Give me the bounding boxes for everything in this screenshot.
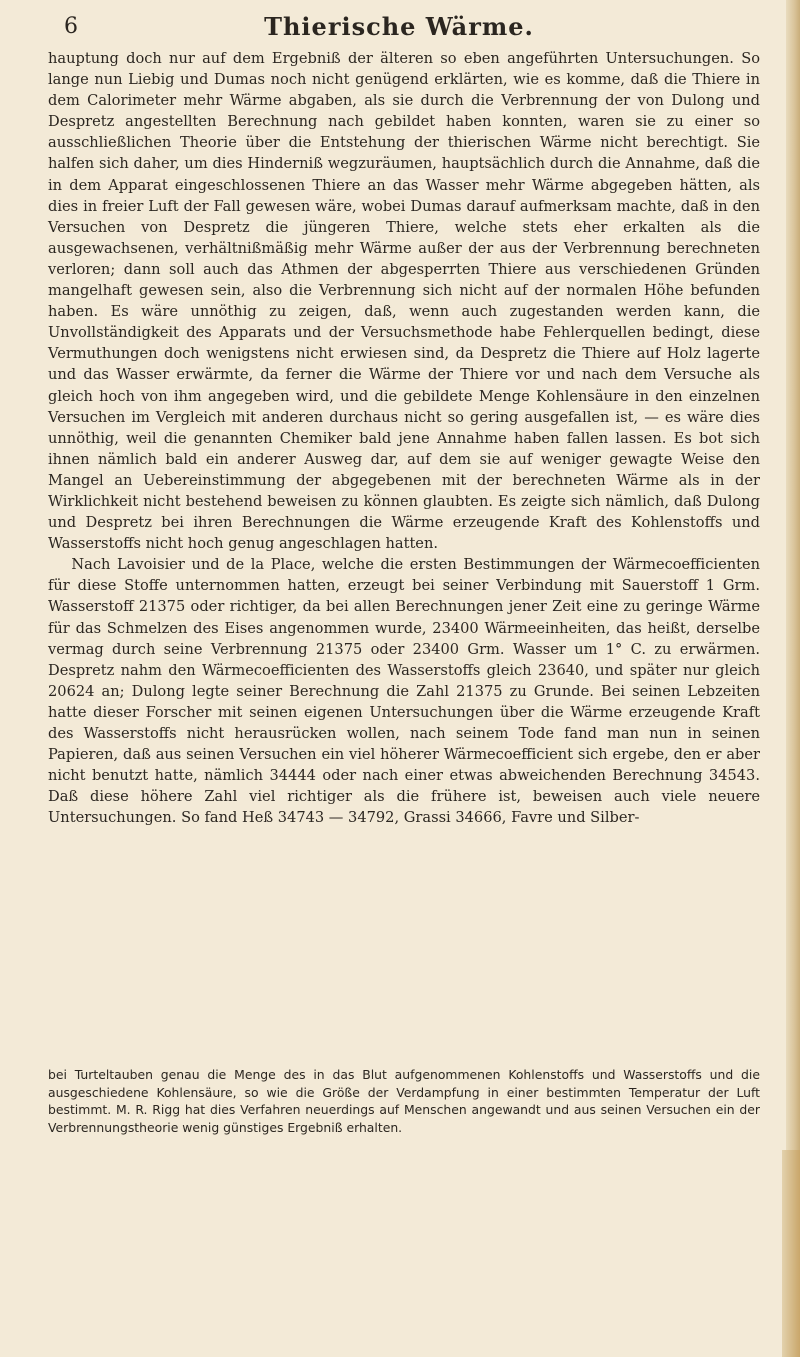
paragraph: Nach Lavoisier und de la Place, welche die ersten Bestimmungen der Wärmecoefficienten für diese Stoffe unternommen hatten, erzeugt bei seiner Verbindung mit Sauerstoff 1 Grm. Wasserstoff 21375 oder richtiger, da bei allen Berechnungen jener Zeit eine zu geringe Wärme für das Schmelzen des Eises angenommen wurde, 23400 Wärmeeinheiten, das heißt, derselbe vermag durch seine Verbrennung 21375 oder 23400 Grm. Wasser um 1° C. zu erwärmen. Despretz nahm den Wärmecoefficienten des Wasserstoffs gleich 23640, und später nur gleich 20624 an; Dulong legte seiner Berechnung die Zahl 21375 zu Grunde. Bei seinen Lebzeiten hatte dieser Forscher mit seinen eigenen Untersuchungen über die Wärme erzeugende Kraft des Wasserstoffs nicht herausrücken wollen, nach seinem Tode fand man nun in seinen Papieren, daß aus seinen Versuchen ein viel höherer Wärmecoefficient sich ergebe, den er aber nicht benutzt hatte, nämlich 34444 oder nach einer etwas abweichenden Berechnung 34543. Daß diese höhere Zahl viel richtiger als die frühere ist, beweisen auch viele neuere Untersuchungen. So fand Heß 34743 — 34792, Grassi 34666, Favre und Silber- — [48, 556, 760, 827]
page-number: 6 — [64, 14, 79, 39]
page-edge-shadow — [782, 1150, 800, 1357]
body-text — [48, 48, 760, 828]
footnote: bei Turteltauben genau die Menge des in das Blut aufgenommenen Kohlenstoffs und Wasserstoffs und die ausgeschiedene Kohlensäure, so wie die Größe der Verdampfung in einer bestimmten Temperatur der Luft bestimmt. M. R. Rigg hat dies Verfahren neuerdings auf Menschen angewandt und aus seinen Versuchen ein der Verbrennungstheorie wenig günstiges Ergebniß erhalten. — [48, 1067, 760, 1135]
running-title: Thierische Wärme. — [264, 12, 534, 41]
paragraph: hauptung doch nur auf dem Ergebniß der älteren so eben angeführten Untersuchungen. So lange nun Liebig und Dumas noch nicht genügend erklärten, wie es komme, daß die Thiere in dem Calorimeter mehr Wärme abgaben, als sie durch die Verbrennung der von Dulong und Despretz angestellten Berechnung nach gebildet haben konnten, waren sie zu einer so ausschließlichen Theorie über die Entstehung der thierischen Wärme nicht berechtigt. Sie halfen sich daher, um dies Hinderniß wegzuräumen, hauptsächlich durch die Annahme, daß die in dem Apparat eingeschlossenen Thiere an das Wasser mehr Wärme abgegeben hätten, als dies in freier Luft der Fall gewesen wäre, wobei Dumas darauf aufmerksam machte, daß in den Versuchen von Despretz die jüngeren Thiere, welche stets eher erkalten als die ausgewachsenen, verhältnißmäßig mehr Wärme außer der aus der Verbrennung berechneten verloren; dann soll auch das Athmen der abgesperrten Thiere aus verschiedenen Gründen mangelhaft gewesen sein, also die Verbrennung sich nicht auf der normalen Höhe befunden haben. Es wäre unnöthig zu zeigen, daß, wenn auch zugestanden werden kann, die Unvollständigkeit des Apparats und der Versuchsmethode habe Fehlerquellen bedingt, diese Vermuthungen doch wenigstens nicht erwiesen sind, da Despretz die Thiere auf Holz lagerte und das Wasser erwärmte, da ferner die Wärme der Thiere vor und nach dem Versuche als gleich hoch von ihm angegeben wird, und die gebildete Menge Kohlensäure in den einzelnen Versuchen im Vergleich mit anderen durchaus nicht so gering ausgefallen ist, — es wäre dies unnöthig, weil die genannten Chemiker bald jene Annahme haben fallen lassen. Es bot sich ihnen nämlich bald ein anderer Ausweg dar, auf dem sie auf weniger gewagte Weise den Mangel an Uebereinstimmung der abgegebenen mit der berechneten Wärme als in der Wirklichkeit nicht bestehend beweisen zu können glaubten. Es zeigte sich nämlich, daß Dulong und Despretz bei ihren Berechnungen die Wärme erzeugende Kraft des Kohlenstoffs und Wasserstoffs nicht hoch genug angeschlagen hatten. — [48, 50, 760, 553]
page-header — [40, 8, 758, 42]
